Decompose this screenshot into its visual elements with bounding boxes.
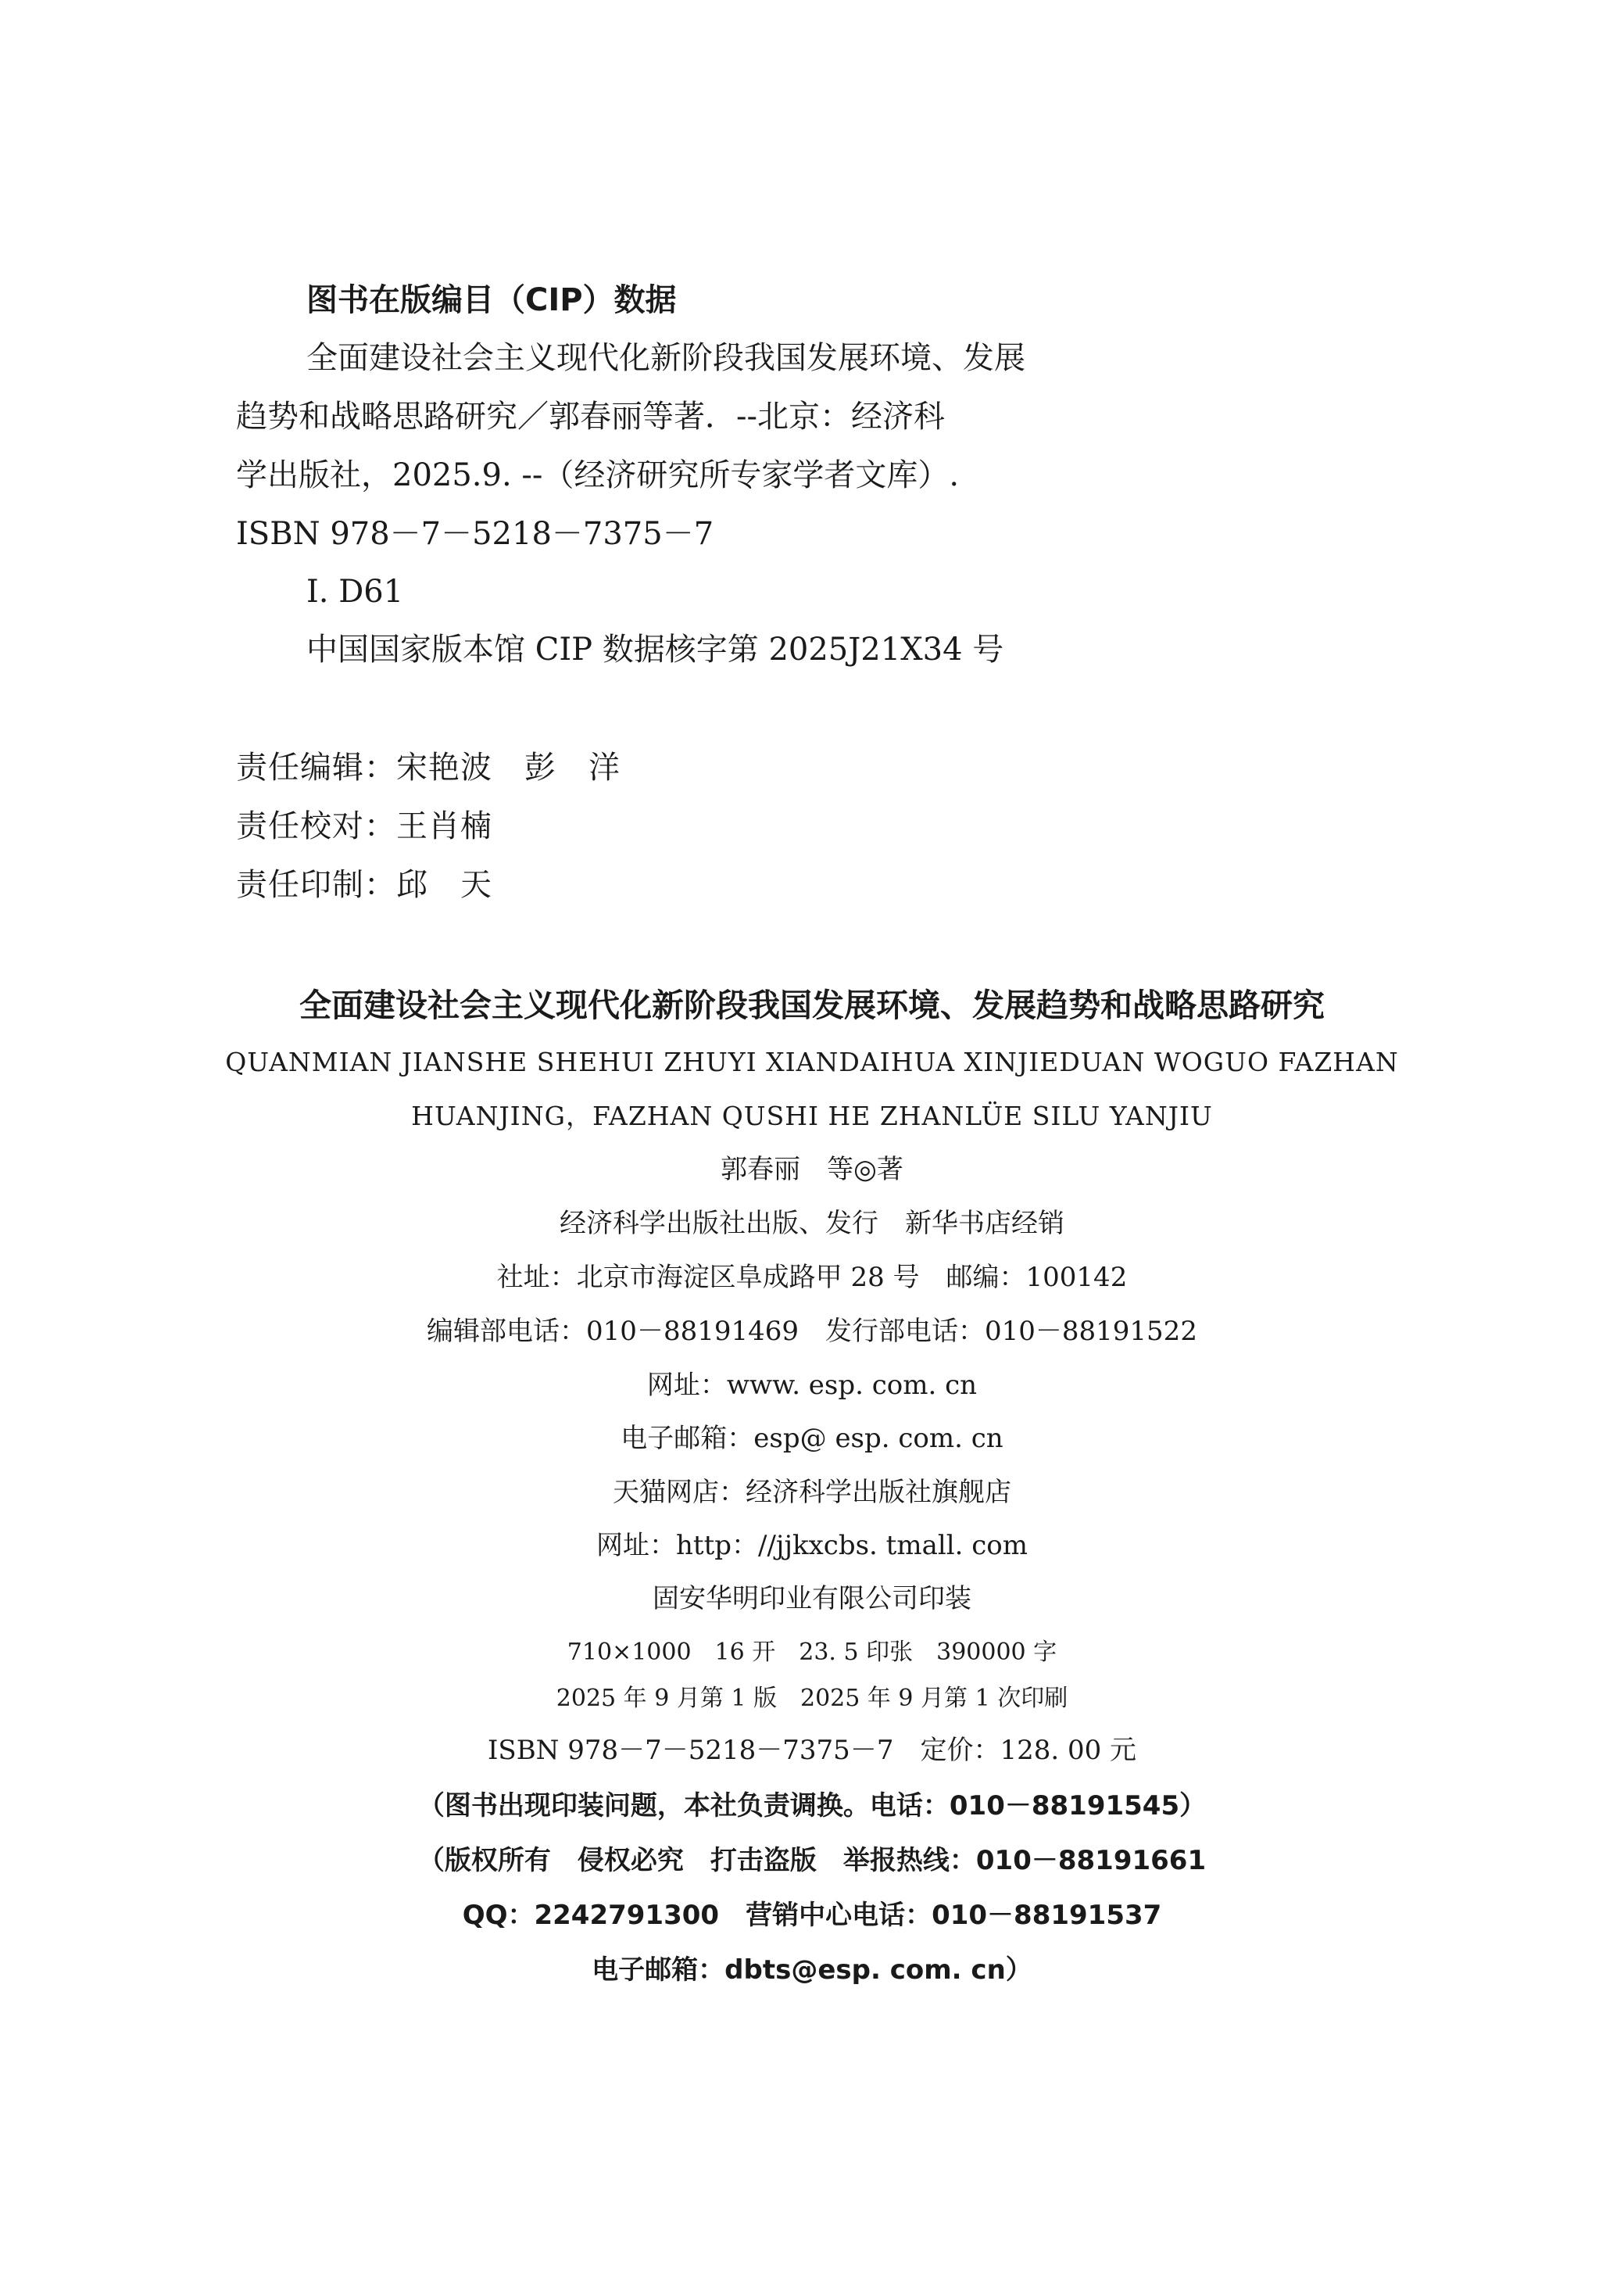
email-line: 电子邮箱：esp@ esp. com. cn [621,1423,1003,1454]
address-line: 社址：北京市海淀区阜成路甲 28 号 邮编：100142 [496,1262,1128,1293]
notice-line-3: QQ：2242791300 营销中心电话：010－88191537 [462,1900,1162,1931]
cip-record-number: 中国国家版本馆 CIP 数据核字第 2025J21X34 号 [306,632,1004,668]
book-title-pinyin-2: HUANJING，FAZHAN QUSHI HE ZHANLÜE SILU YANJIU [411,1101,1213,1131]
responsible-proofreader: 责任校对：王肖楠 [236,808,492,844]
edition-line: 2025 年 9 月第 1 版 2025 年 9 月第 1 次印刷 [556,1685,1068,1712]
cip-classification: Ⅰ. D61 [306,574,404,610]
notice-line-1: （图书出现印装问题，本社负责调换。电话：010－88191545） [417,1790,1207,1821]
tmall-url-line: 网址：http：//jjkxcbs. tmall. com [596,1530,1028,1561]
notice-line-4: 电子邮箱：dbts@esp. com. cn） [592,1954,1032,1986]
responsible-editor: 责任编辑：宋艳波 彭 洋 [236,750,621,786]
cip-title-line-3: 学出版社，2025.9. --（经济研究所专家学者文库）. [236,457,960,493]
format-line: 710×1000 16 开 23. 5 印张 390000 字 [567,1639,1057,1666]
isbn-price-line: ISBN 978－7－5218－7375－7 定价：128. 00 元 [487,1735,1137,1766]
cip-isbn: ISBN 978－7－5218－7375－7 [236,516,714,552]
cip-title-line-1: 全面建设社会主义现代化新阶段我国发展环境、发展 [306,340,1025,376]
cip-heading: 图书在版编目（CIP）数据 [306,282,677,318]
author-line: 郭春丽 等◎著 [721,1154,903,1185]
printer-line: 固安华明印业有限公司印装 [653,1583,971,1614]
notice-line-2: （版权所有 侵权必究 打击盗版 举报热线：010－88191661 [417,1845,1207,1876]
cip-title-line-2: 趋势和战略思路研究／郭春丽等著．--北京：经济科 [236,399,946,435]
phone-line: 编辑部电话：010－88191469 发行部电话：010－88191522 [427,1316,1197,1347]
website-line: 网址：www. esp. com. cn [646,1370,978,1401]
book-title: 全面建设社会主义现代化新阶段我国发展环境、发展趋势和战略思路研究 [299,987,1325,1024]
responsible-printing: 责任印制：邱 天 [236,867,492,903]
book-title-pinyin-1: QUANMIAN JIANSHE SHEHUI ZHUYI XIANDAIHUA XINJIEDUAN WOGUO FAZHAN [225,1047,1399,1077]
tmall-store-line: 天猫网店：经济科学出版社旗舰店 [613,1477,1011,1508]
publisher-line: 经济科学出版社出版、发行 新华书店经销 [560,1208,1064,1239]
